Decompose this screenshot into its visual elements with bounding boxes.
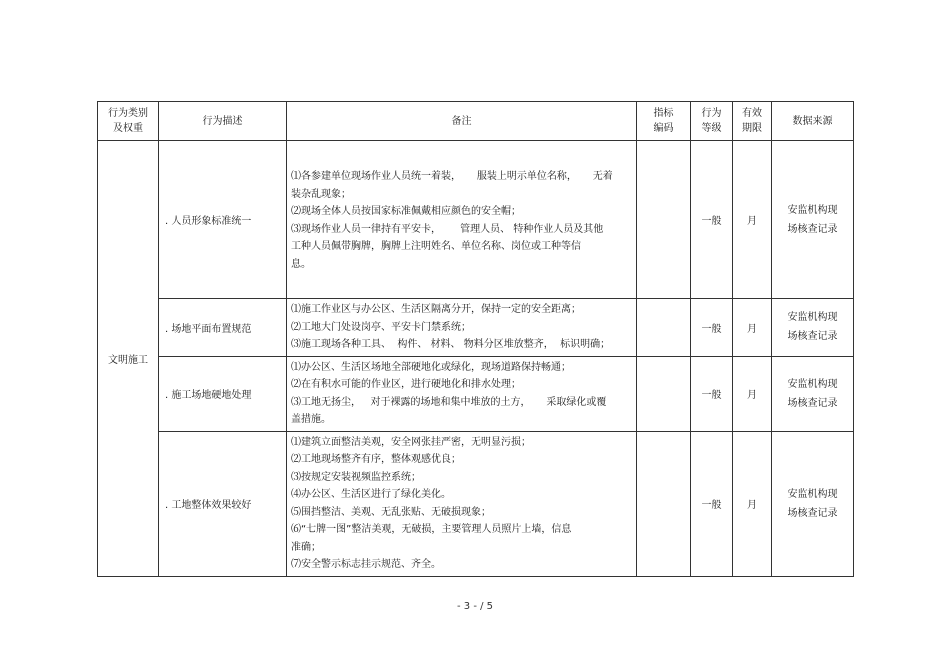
header-code — [637, 102, 691, 141]
note-line: ⑴施工作业区与办公区、生活区隔离分开，保持一定的安全距离； — [291, 304, 581, 315]
description-cell: . 场地平面布置规范 — [159, 299, 287, 357]
description-cell: . 施工场地硬地处理 — [159, 356, 287, 431]
source-line: 场核查记录 — [787, 331, 838, 343]
header-validity-line2: 期限 — [742, 123, 762, 134]
note-line: ⑷办公区、生活区进行了绿化美化。 — [291, 489, 451, 500]
validity-cell: 月 — [733, 141, 772, 299]
source-line: 安监机构现 — [787, 204, 838, 216]
header-category — [98, 102, 159, 141]
note-line: ⑶施工现场各种工具、 构件、 材料、 物料分区堆放整齐， 标识明确； — [291, 339, 611, 350]
note-cell — [287, 431, 637, 576]
page-number: - 3 - / 5 — [456, 601, 494, 612]
note-line: ⑵现场全体人员按国家标准佩戴相应颜色的安全帽； — [291, 206, 521, 217]
header-note: 备注 — [287, 102, 637, 141]
validity-cell: 月 — [733, 356, 772, 431]
note-line: ⑵工地大门处设岗亭、平安卡门禁系统； — [291, 321, 471, 333]
header-description: 行为描述 — [159, 102, 287, 141]
validity-cell: 月 — [733, 299, 772, 357]
source-line: 安监机构现 — [787, 378, 838, 390]
behavior-table — [97, 101, 854, 577]
description-cell: . 工地整体效果较好 — [159, 431, 287, 576]
code-cell — [637, 431, 691, 576]
validity-cell: 月 — [733, 431, 772, 576]
note-line: ⑴建筑立面整洁美观，安全网张挂严密，无明显污损； — [291, 436, 531, 448]
note-cell — [287, 299, 637, 357]
header-code-line1: 指标 — [653, 108, 674, 119]
table-row — [98, 299, 854, 357]
note-line: 息。 — [291, 258, 311, 270]
level-cell: 一般 — [691, 299, 733, 357]
code-cell — [637, 141, 691, 299]
note-line: ⑵在有积水可能的作业区，进行硬地化和排水处理； — [291, 379, 521, 390]
header-level-line1: 行为 — [701, 108, 722, 119]
header-category-line1: 行为类别 — [108, 108, 148, 119]
note-cell — [287, 356, 637, 431]
source-line: 场核查记录 — [787, 397, 838, 409]
header-code-line2: 编码 — [653, 123, 674, 134]
note-cell — [287, 141, 637, 299]
note-line: ⑸围挡整洁、美观、无乱张贴、无破损现象； — [291, 506, 491, 518]
note-line: ⑶按规定安装视频监控系统； — [291, 471, 421, 483]
note-line: 盖措施。 — [291, 414, 331, 425]
note-line: ⑴办公区、生活区场地全部硬地化或绿化，现场道路保持畅通； — [291, 361, 571, 373]
code-cell — [637, 299, 691, 357]
source-cell — [772, 299, 854, 357]
note-line: 准确； — [291, 541, 321, 553]
note-line: ⑴各参建单位现场作业人员统一着装， 服装上明示单位名称， 无着 — [291, 171, 613, 182]
description-cell: . 人员形象标准统一 — [159, 141, 287, 299]
table-header-row — [98, 102, 854, 141]
header-category-line2: 及权重 — [113, 123, 143, 134]
table-row — [98, 141, 854, 299]
header-validity — [733, 102, 772, 141]
table-row — [98, 356, 854, 431]
source-cell — [772, 431, 854, 576]
category-cell: 文明施工 — [98, 141, 159, 577]
note-line: ⑹“七牌一图”整洁美观，无破损，主要管理人员照片上墙，信息 — [291, 524, 572, 535]
source-cell — [772, 141, 854, 299]
header-level — [691, 102, 733, 141]
source-line: 安监机构现 — [787, 488, 838, 500]
header-source: 数据来源 — [772, 102, 854, 141]
code-cell — [637, 356, 691, 431]
source-line: 场核查记录 — [787, 223, 838, 235]
source-line: 场核查记录 — [787, 507, 838, 519]
source-cell — [772, 356, 854, 431]
note-line: ⑶现场作业人员一律持有平安卡， 管理人员、 特种作业人员及其他 — [291, 223, 604, 235]
level-cell: 一般 — [691, 356, 733, 431]
table-row — [98, 431, 854, 576]
header-level-line2: 等级 — [701, 123, 722, 134]
level-cell: 一般 — [691, 141, 733, 299]
note-line: ⑺安全警示标志挂示规范、齐全。 — [291, 559, 441, 570]
note-line: 工种人员佩带胸牌，胸牌上注明姓名、单位名称、岗位或工种等信 — [291, 241, 581, 252]
header-validity-line1: 有效 — [742, 108, 762, 119]
level-cell: 一般 — [691, 431, 733, 576]
note-line: 装杂乱现象； — [291, 188, 351, 200]
note-line: ⑶工地无扬尘， 对于裸露的场地和集中堆放的土方， 采取绿化或覆 — [291, 396, 607, 408]
source-line: 安监机构现 — [787, 312, 838, 324]
note-line: ⑵工地现场整齐有序，整体观感优良； — [291, 454, 461, 465]
